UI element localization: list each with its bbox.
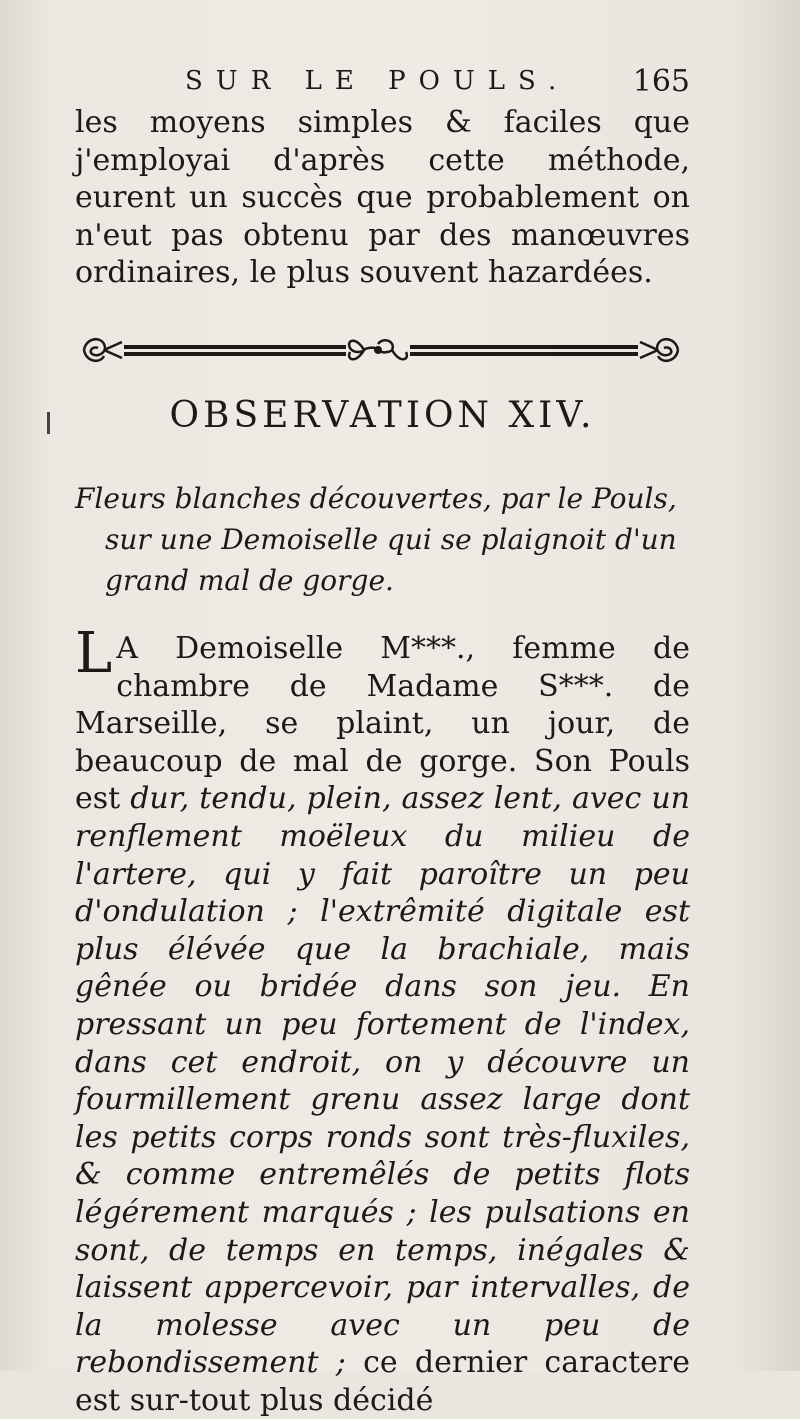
body-text-italic: dur, tendu, plein, assez lent, avec un renflement moëleux du milieu de l'artere, qui y fait paroître un peu d'ondulation ; l'extrêmité digitale est plus élévée que la brachiale, mais gênée ou bridée dans son jeu. En pressant un peu fortement de l'index, dans cet endroit, on y découvre un fourmillement grenu assez large dont les petits corps ronds sont très-fluxiles, & comme entremêlés de petits flots légérement marqués ; les pulsations en sont, de temps en temps, inégales & laissent appercevoir, par intervalles, de la molesse avec un peu de rebondissement ; (75, 781, 690, 1381)
subtitle-line: Fleurs blanches découvertes, par le Pouls, (75, 482, 677, 515)
stray-ink-mark (47, 412, 50, 434)
page-header (75, 62, 690, 106)
observation-body (75, 621, 691, 1419)
body-text-roman: A Demoiselle M***., femme de chambre de Madame S***. de Marseille, se plaint, un jour, de beaucoup de mal de gorge. Son Pouls est (75, 631, 690, 817)
running-head: SUR LE POULS. (185, 66, 570, 96)
observation-title: OBSERVATION XIV. (169, 395, 596, 436)
ornamental-rule (78, 328, 684, 372)
body-paragraph (75, 621, 691, 1419)
body-text-roman-end: ce dernier caractere est sur-tout plus décidé (75, 1345, 691, 1418)
ornament-rule-icon (78, 328, 684, 372)
page-number: 165 (632, 64, 690, 99)
previous-paragraph-text: les moyens simples & faciles que j'employai d'après cette méthode, eurent un succès que probablement on n'eut pas obtenu par des manœuvres ordinaires, le plus souvent hazardées. (75, 105, 690, 290)
observation-subtitle (75, 478, 690, 601)
subtitle-line: sur une Demoiselle qui se plaignoit d'un (105, 523, 677, 556)
subtitle-line: grand mal de gorge. (105, 564, 394, 597)
previous-paragraph (75, 104, 690, 294)
drop-cap: L (75, 621, 113, 686)
